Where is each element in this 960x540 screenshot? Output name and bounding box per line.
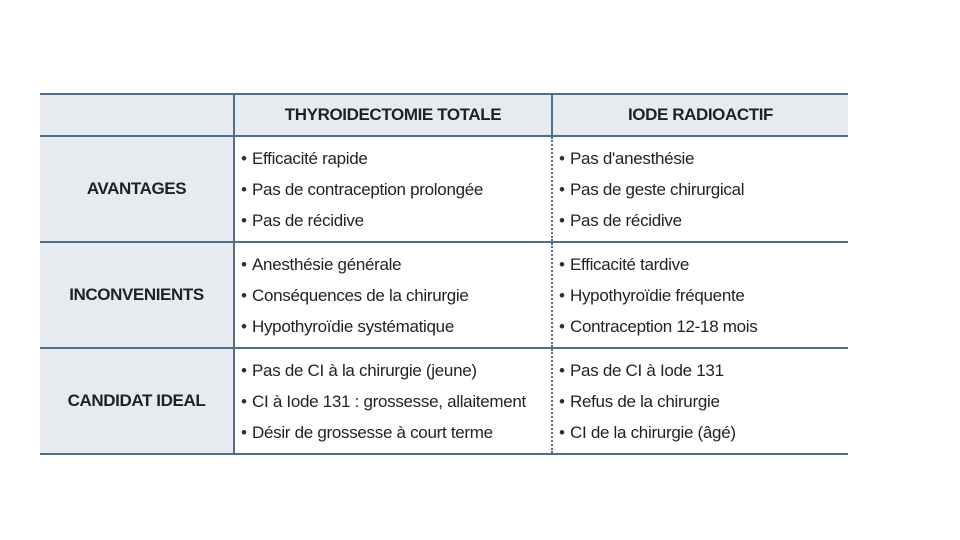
list-item-text: Pas de contraception prolongée [252, 179, 484, 199]
list-item [559, 174, 848, 205]
cell-avantages-iode [552, 136, 848, 242]
header-thyroidectomie: THYROIDECTOMIE TOTALE [234, 94, 552, 136]
bullet-list [553, 355, 848, 448]
list-item [241, 386, 551, 417]
list-item [559, 205, 848, 236]
bullet-icon: • [241, 210, 247, 230]
list-item-text: Anesthésie générale [252, 254, 402, 274]
list-item [559, 143, 848, 174]
header-iode-radioactif: IODE RADIOACTIF [552, 94, 848, 136]
list-item [559, 386, 848, 417]
list-item-text: Hypothyroïdie systématique [252, 316, 454, 336]
bullet-list [235, 143, 551, 236]
list-item [241, 249, 551, 280]
bullet-icon: • [559, 210, 565, 230]
list-item [241, 174, 551, 205]
comparison-table-container [40, 93, 848, 455]
bullet-icon: • [241, 360, 247, 380]
list-item-text: Pas de geste chirurgical [570, 179, 745, 199]
list-item-text: Refus de la chirurgie [570, 391, 720, 411]
cell-inconvenients-iode [552, 242, 848, 348]
bullet-icon: • [241, 148, 247, 168]
bullet-icon: • [559, 179, 565, 199]
table-row-inconvenients [40, 242, 848, 348]
list-item [559, 249, 848, 280]
comparison-table [40, 93, 848, 455]
bullet-icon: • [559, 391, 565, 411]
row-label-avantages: AVANTAGES [40, 136, 234, 242]
row-label-inconvenients: INCONVENIENTS [40, 242, 234, 348]
list-item [559, 280, 848, 311]
list-item [241, 417, 551, 448]
table-row-avantages [40, 136, 848, 242]
header-corner-cell [40, 94, 234, 136]
list-item [241, 355, 551, 386]
bullet-icon: • [559, 360, 565, 380]
list-item [241, 280, 551, 311]
cell-candidat-iode [552, 348, 848, 454]
bullet-icon: • [241, 422, 247, 442]
list-item-text: Pas de récidive [252, 210, 364, 230]
list-item-text: Conséquences de la chirurgie [252, 285, 469, 305]
bullet-icon: • [559, 316, 565, 336]
table-row-candidat-ideal [40, 348, 848, 454]
bullet-icon: • [559, 254, 565, 274]
bullet-icon: • [241, 254, 247, 274]
list-item-text: Pas d'anesthésie [570, 148, 695, 168]
bullet-icon: • [241, 179, 247, 199]
bullet-list [553, 249, 848, 342]
list-item-text: Efficacité tardive [570, 254, 690, 274]
bullet-list [553, 143, 848, 236]
list-item-text: Contraception 12-18 mois [570, 316, 758, 336]
list-item [559, 311, 848, 342]
list-item-text: CI à Iode 131 : grossesse, allaitement [252, 391, 526, 411]
cell-avantages-thyroidectomie [234, 136, 552, 242]
list-item-text: Pas de CI à Iode 131 [570, 360, 724, 380]
row-label-candidat-ideal: CANDIDAT IDEAL [40, 348, 234, 454]
list-item [559, 355, 848, 386]
bullet-icon: • [241, 391, 247, 411]
list-item-text: Hypothyroïdie fréquente [570, 285, 745, 305]
bullet-list [235, 249, 551, 342]
bullet-icon: • [559, 285, 565, 305]
bullet-icon: • [559, 422, 565, 442]
list-item-text: CI de la chirurgie (âgé) [570, 422, 736, 442]
list-item [241, 311, 551, 342]
list-item [559, 417, 848, 448]
list-item [241, 205, 551, 236]
bullet-icon: • [559, 148, 565, 168]
bullet-list [235, 355, 551, 448]
list-item-text: Efficacité rapide [252, 148, 368, 168]
bullet-icon: • [241, 316, 247, 336]
list-item [241, 143, 551, 174]
table-header-row [40, 94, 848, 136]
list-item-text: Pas de récidive [570, 210, 682, 230]
cell-inconvenients-thyroidectomie [234, 242, 552, 348]
cell-candidat-thyroidectomie [234, 348, 552, 454]
list-item-text: Désir de grossesse à court terme [252, 422, 493, 442]
bullet-icon: • [241, 285, 247, 305]
list-item-text: Pas de CI à la chirurgie (jeune) [252, 360, 477, 380]
